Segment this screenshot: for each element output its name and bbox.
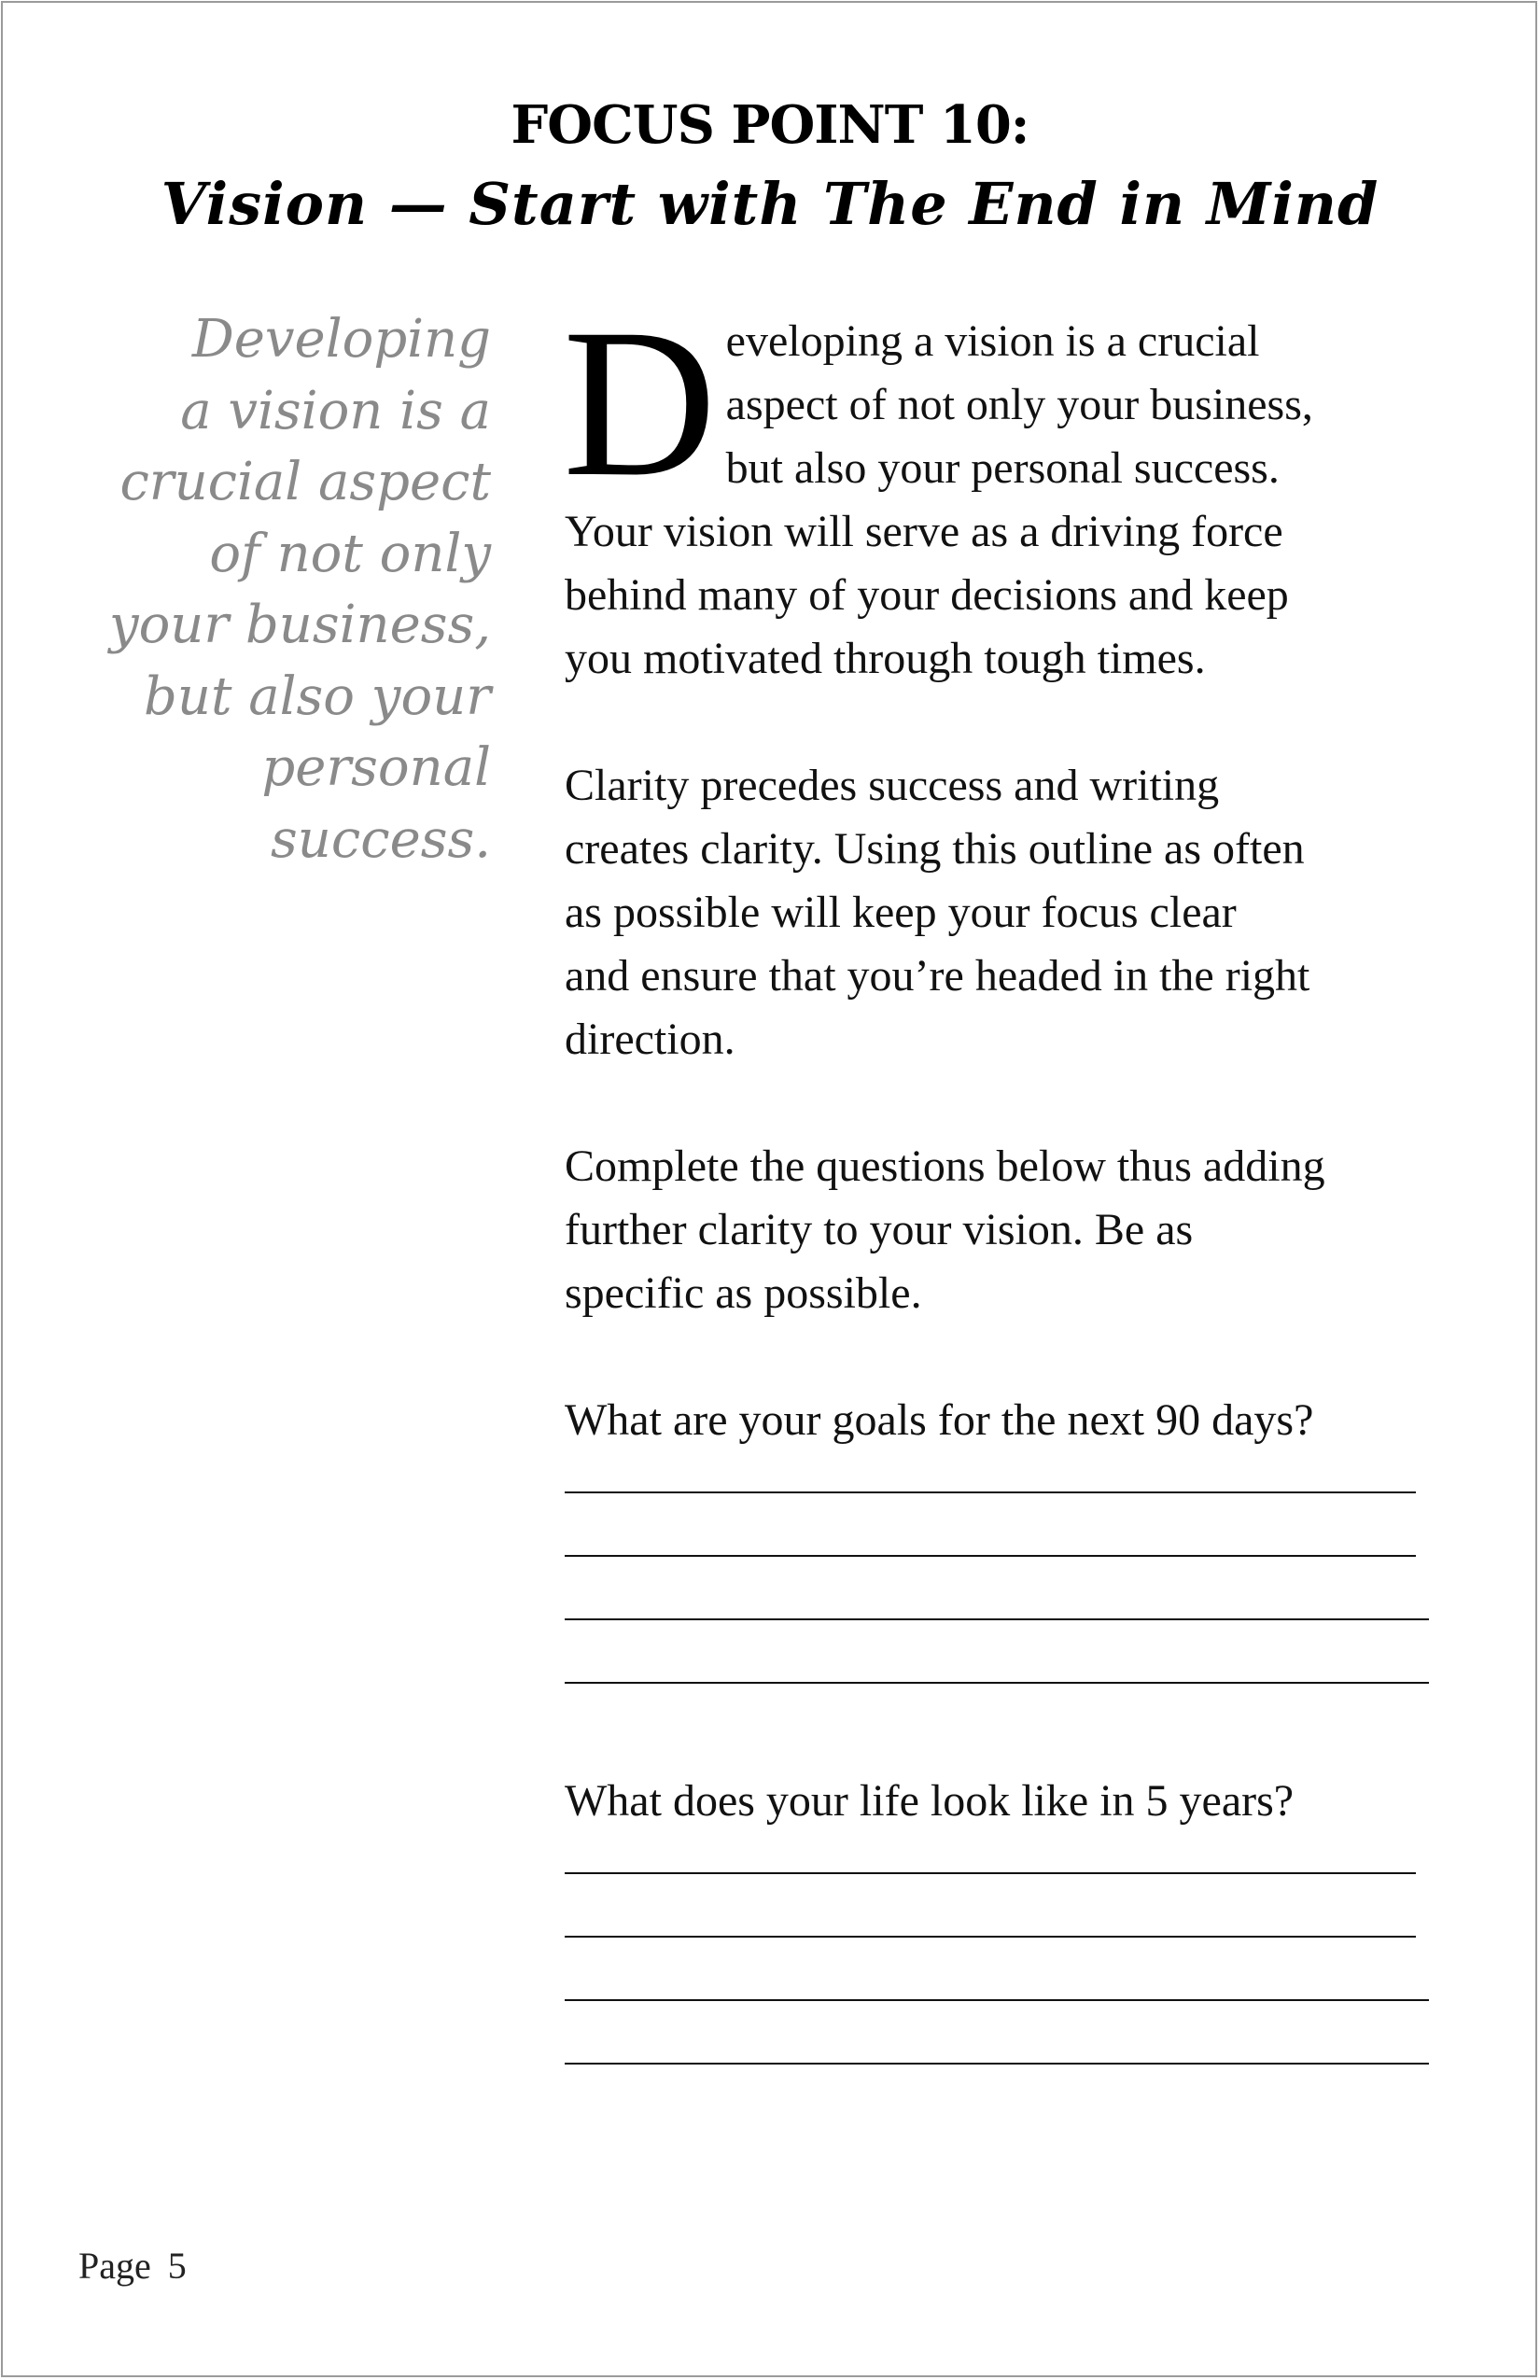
answer-line[interactable] [565, 1682, 1429, 1684]
intro-paragraph [563, 286, 1442, 691]
paragraph-line: further clarity to your vision. Be as [565, 1205, 1194, 1254]
page-label: Page [78, 2245, 151, 2287]
pull-quote-line: crucial aspect [119, 452, 491, 512]
paragraph-line: Complete the questions below thus adding [565, 1141, 1325, 1191]
intro-line: Your vision will serve as a driving force [565, 507, 1283, 556]
paragraph-line: creates clarity. Using this outline as often [565, 824, 1305, 874]
answer-line[interactable] [565, 1936, 1416, 1938]
answer-line[interactable] [565, 1872, 1416, 1874]
pull-quote [56, 304, 491, 875]
paragraph-line: as possible will keep your focus clear [565, 888, 1237, 937]
pull-quote-line: success. [271, 808, 491, 870]
pull-quote-line: a vision is a [180, 380, 491, 441]
answer-line[interactable] [565, 1491, 1416, 1493]
question-5-years: What does your life look like in 5 years? [565, 1776, 1295, 1826]
paragraph-line: and ensure that you’re headed in the right [565, 951, 1310, 1001]
answer-line[interactable] [565, 1999, 1429, 2001]
intro-line: aspect of not only your business, [725, 380, 1313, 429]
answer-area-5-years[interactable] [565, 1833, 1442, 2087]
answer-line[interactable] [565, 1555, 1416, 1557]
pull-quote-line: of not only [209, 523, 491, 584]
intro-line: you motivated through tough times. [565, 634, 1206, 683]
intro-line: behind many of your decisions and keep [565, 570, 1289, 620]
main-content [563, 286, 1442, 2087]
drop-cap: D [563, 286, 717, 521]
page-footer [78, 2244, 187, 2288]
instructions-paragraph [565, 1135, 1442, 1325]
question-90-days: What are your goals for the next 90 days? [565, 1395, 1314, 1445]
focus-point-heading: FOCUS POINT 10: [511, 94, 1029, 156]
page-title [0, 93, 1540, 246]
pull-quote-line: Developing [191, 309, 491, 370]
clarity-paragraph [565, 754, 1442, 1071]
paragraph-line: Clarity precedes success and writing [565, 761, 1220, 810]
answer-line[interactable] [565, 2063, 1429, 2065]
focus-point-subtitle: Vision — Start with The End in Mind [161, 170, 1379, 238]
answer-line[interactable] [565, 1618, 1429, 1620]
pull-quote-line: personal [261, 737, 491, 798]
paragraph-line: specific as possible. [565, 1268, 922, 1318]
answer-area-90-days[interactable] [565, 1452, 1442, 1706]
intro-line: eveloping a vision is a crucial [725, 316, 1260, 366]
page-number: 5 [167, 2245, 187, 2287]
pull-quote-line: your business, [108, 595, 491, 655]
intro-line: but also your personal success. [725, 443, 1280, 493]
pull-quote-line: but also your [144, 665, 491, 727]
paragraph-line: direction. [565, 1015, 735, 1064]
